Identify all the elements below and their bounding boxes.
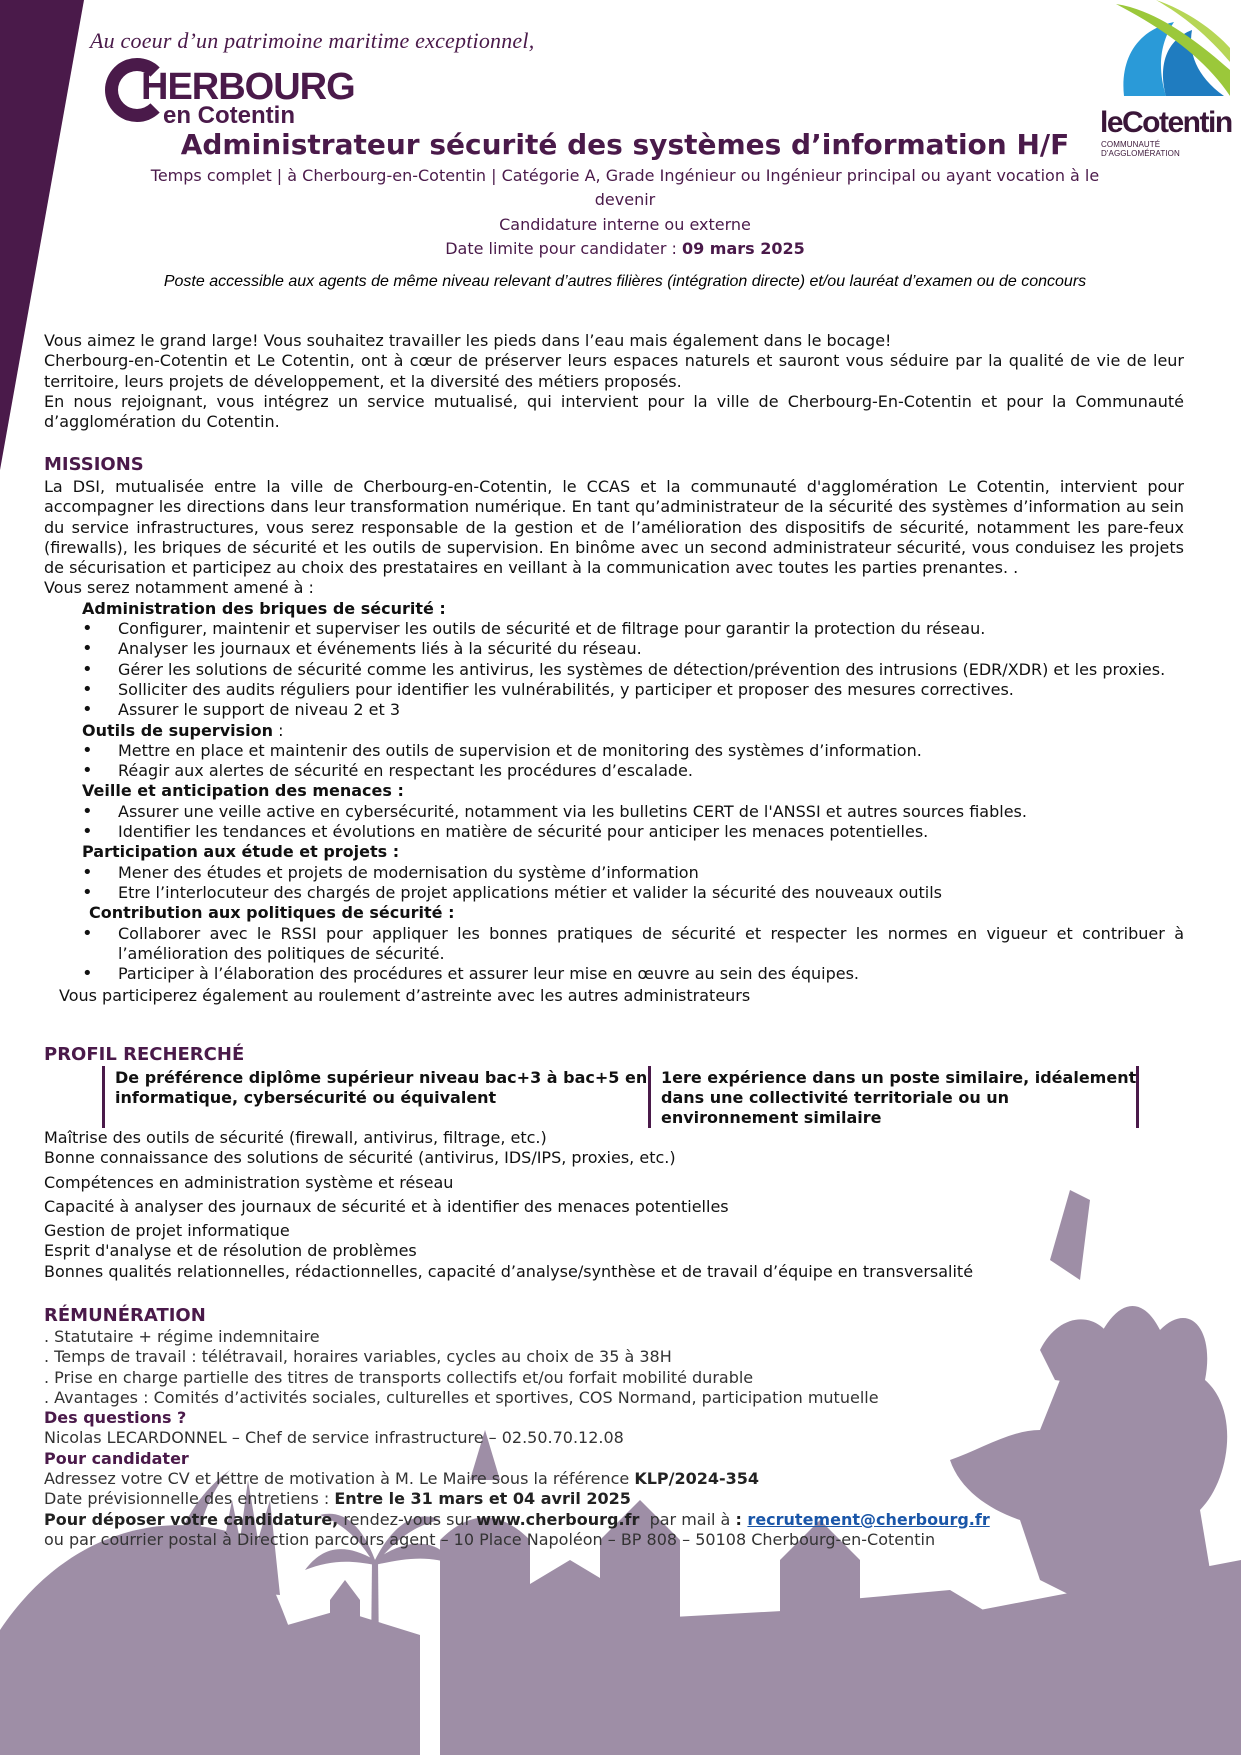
job-access-note: Poste accessible aux agents de même niveau relevant d’autres filières (intégration directe) et/ou lauréat d’examen ou de concours xyxy=(163,273,1087,290)
apply-interview-dates: Entre le 31 mars et 04 avril 2025 xyxy=(334,1489,631,1509)
tagline: Au coeur d’un patrimoine maritime exceptionnel, xyxy=(90,28,535,53)
cherbourg-logo-word: HERBOURG xyxy=(141,66,355,108)
remuneration-line: . Prise en charge partielle des titres de transports collectifs et/ou forfait mobilité durable xyxy=(44,1367,754,1387)
missions-closing: Vous participerez également au roulement d’astreinte avec les autres administrateurs xyxy=(59,986,751,1006)
cherbourg-logo xyxy=(105,58,395,130)
job-candidature-type: Candidature interne ou externe xyxy=(499,215,751,234)
mission-group-title-text: Outils de supervision xyxy=(82,720,273,740)
remuneration-line: . Temps de travail : télétravail, horaires variables, cycles au choix de 35 à 38H xyxy=(44,1347,672,1367)
lecotentin-logo xyxy=(1096,0,1236,158)
mission-item: • Participer à l’élaboration des procédures et assurer leur mise en œuvre au sein des équipes. xyxy=(44,964,1184,984)
profil-experience-box: 1ere expérience dans un poste similaire, idéalement dans une collectivité territoriale ou un environnement similaire xyxy=(648,1066,1138,1128)
cherbourg-logo-sub: en Cotentin xyxy=(163,102,295,129)
apply-postal-line: ou par courrier postal à Direction parcours agent – 10 Place Napoléon – BP 808 – 50108 Cherbourg-en-Cotentin xyxy=(44,1529,936,1549)
profil-diploma-box: De préférence diplôme supérieur niveau bac+3 à bac+5 en informatique, cybersécurité ou équivalent xyxy=(102,1066,650,1128)
remuneration-heading: RÉMUNÉRATION xyxy=(44,1305,206,1326)
apply-submit-mid: rendez-vous sur xyxy=(338,1509,477,1529)
apply-submit-bold: Pour déposer votre candidature, xyxy=(44,1509,339,1529)
deadline-value: 09 mars 2025 xyxy=(681,239,805,258)
mission-item: • Gérer les solutions de sécurité comme les antivirus, les systèmes de détection/prévention des intrusions (EDR/XDR) et les proxies. xyxy=(44,660,1184,680)
apply-reference: KLP/2024-354 xyxy=(634,1469,760,1489)
mission-group-title xyxy=(44,721,1184,741)
mission-group-title-suffix: : xyxy=(273,720,284,740)
missions-lead: Vous serez notamment amené à : xyxy=(44,578,314,598)
mission-item: • Mettre en place et maintenir des outils de supervision et de monitoring des systèmes d’information. xyxy=(44,741,1184,761)
profil-skill: Maîtrise des outils de sécurité (firewall, antivirus, filtrage, etc.) xyxy=(44,1128,547,1147)
mission-group-title: Participation aux étude et projets : xyxy=(82,842,400,862)
mission-item: • Mener des études et projets de modernisation du système d’information xyxy=(44,863,1184,883)
mission-group-title: Administration des briques de sécurité : xyxy=(82,598,446,618)
lecotentin-logo-sub: COMMUNAUTÉ D'AGGLOMÉRATION xyxy=(1101,140,1180,158)
intro-line: En nous rejoignant, vous intégrez un service mutualisé, qui intervient pour la ville de Cherbourg-En-Cotentin et pour la Communauté d’agglomération du Cotentin. xyxy=(44,391,1184,432)
profil-heading: PROFIL RECHERCHÉ xyxy=(44,1044,245,1065)
questions-contact: Nicolas LECARDONNEL – Chef de service infrastructure – 02.50.70.12.08 xyxy=(44,1428,624,1448)
mission-item: • Collaborer avec le RSSI pour appliquer les bonnes pratiques de sécurité et respecter les normes en vigueur et contribuer à l’amélioration des politiques de sécurité. xyxy=(44,924,1184,965)
apply-submit-line xyxy=(44,1510,1204,1530)
apply-reference-prefix: Adressez votre CV et lettre de motivation à M. Le Maire sous la référence xyxy=(44,1469,635,1489)
mission-group-title: Veille et anticipation des menaces : xyxy=(82,781,404,801)
profil-skill: Capacité à analyser des journaux de sécurité et à identifier des menaces potentielles xyxy=(44,1196,729,1216)
apply-interview-prefix: Date prévisionnelle des entretiens : xyxy=(44,1489,335,1509)
mission-item: • Analyser les journaux et événements liés à la sécurité du réseau. xyxy=(44,639,1184,659)
remuneration-section xyxy=(44,1327,1204,1550)
profil-skill: Esprit d'analyse et de résolution de problèmes xyxy=(44,1241,417,1261)
lecotentin-logo-word: leCotentin xyxy=(1100,106,1232,139)
intro-section xyxy=(44,331,1184,432)
missions-paragraph: La DSI, mutualisée entre la ville de Cherbourg-en-Cotentin, le CCAS et la communauté d'agglomération Le Cotentin, intervient pour accompagner les directions dans leur transformation numérique. En tant qu’administrateur de la sécurité des systèmes d’information au sein du service infrastructures, vous serez responsable de la gestion et de l’amélioration des dispositifs de sécurité, notamment les pare-feux (firewalls), les briques de sécurité et les outils de supervision. En binôme avec un second administrateur sécurité, vous conduisez les projets de sécurisation et participez au choix des prestataires en veillant à la communication avec toutes les parties prenantes. . xyxy=(44,477,1184,578)
mission-item: • Etre l’interlocuteur des chargés de projet applications métier et valider la sécurité des nouveaux outils xyxy=(44,883,1184,903)
apply-interview-line xyxy=(44,1489,1204,1509)
profil-skill: Compétences en administration système et réseau xyxy=(44,1172,454,1192)
mission-item: • Réagir aux alertes de sécurité en respectant les procédures d’escalade. xyxy=(44,761,1184,781)
lecotentin-logo-mark xyxy=(1096,0,1236,110)
missions-section xyxy=(44,477,1184,1007)
apply-website-link[interactable]: www.cherbourg.fr xyxy=(476,1509,640,1529)
apply-heading: Pour candidater xyxy=(44,1448,189,1468)
mission-item: • Assurer le support de niveau 2 et 3 xyxy=(44,700,1184,720)
intro-line: Vous aimez le grand large! Vous souhaitez travailler les pieds dans l’eau mais également dans le bocage! xyxy=(44,331,892,350)
profil-skill: Bonne connaissance des solutions de sécurité (antivirus, IDS/IPS, proxies, etc.) xyxy=(44,1148,676,1168)
questions-heading: Des questions ? xyxy=(44,1408,187,1428)
remuneration-line: . Statutaire + régime indemnitaire xyxy=(44,1327,320,1346)
apply-mail-text: par mail à xyxy=(639,1509,736,1529)
deadline-label: Date limite pour candidater : xyxy=(445,239,682,258)
job-conditions: Temps complet | à Cherbourg-en-Cotentin | Catégorie A, Grade Ingénieur ou Ingénieur principal ou ayant vocation à le devenir xyxy=(150,166,1100,209)
mission-item: • Identifier les tendances et évolutions en matière de sécurité pour anticiper les menaces potentielles. xyxy=(44,822,1184,842)
mission-group-title: Contribution aux politiques de sécurité : xyxy=(89,903,455,923)
remuneration-line: . Avantages : Comités d’activités sociales, culturelles et sportives, COS Normand, participation mutuelle xyxy=(44,1387,879,1407)
mission-item: • Solliciter des audits réguliers pour identifier les vulnérabilités, y participer et proposer des mesures correctives. xyxy=(44,680,1184,700)
mission-item: • Configurer, maintenir et superviser les outils de sécurité et de filtrage pour garantir la protection du réseau. xyxy=(44,619,1184,639)
apply-reference-line xyxy=(44,1469,1204,1489)
profil-skill: Bonnes qualités relationnelles, rédactionnelles, capacité d’analyse/synthèse et de travail d’équipe en transversalité xyxy=(44,1261,974,1281)
apply-email-link[interactable]: recrutement@cherbourg.fr xyxy=(747,1509,990,1529)
profil-box-divider xyxy=(1136,1066,1139,1128)
missions-heading: MISSIONS xyxy=(44,454,144,475)
job-title: Administrateur sécurité des systèmes d’information H/F xyxy=(180,128,1070,161)
apply-mail-colon: : xyxy=(735,1509,748,1529)
job-deadline xyxy=(150,237,1100,261)
mission-item: • Assurer une veille active en cybersécurité, notamment via les bulletins CERT de l'ANSSI et autres sources fiables. xyxy=(44,802,1184,822)
profil-skill: Gestion de projet informatique xyxy=(44,1221,290,1241)
intro-line: Cherbourg-en-Cotentin et Le Cotentin, ont à cœur de préserver leurs espaces naturels et sauront vous séduire par la qualité de vie de leur territoire, leurs projets de développement, et la diversité des métiers proposés. xyxy=(44,351,1184,391)
